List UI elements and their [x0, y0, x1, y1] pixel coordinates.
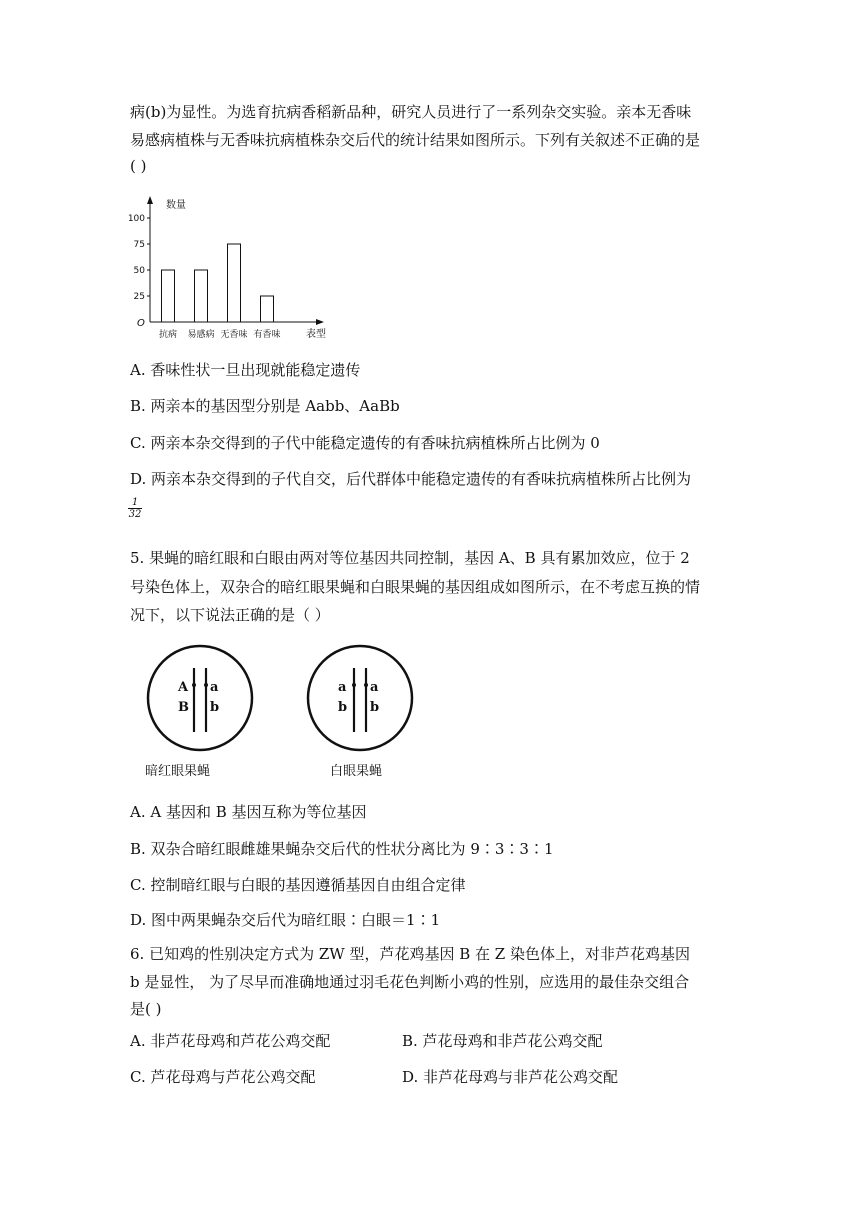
q4-option-c: C. 两亲本杂交得到的子代中能稳定遗传的有香味抗病植株所占比例为 0 — [130, 434, 600, 452]
gene-label: A — [178, 680, 189, 695]
q6-option-d: D. 非芦花母鸡与非芦花公鸡交配 — [402, 1068, 619, 1086]
q6-option-a: A. 非芦花母鸡和芦花公鸡交配 — [130, 1032, 331, 1050]
q6-option-c: C. 芦花母鸡与芦花公鸡交配 — [130, 1068, 316, 1086]
phenotype-bar-chart — [120, 192, 340, 342]
cell-outline — [148, 646, 252, 750]
x-axis-label: 表型 — [306, 329, 326, 340]
q6-option-b: B. 芦花母鸡和非芦花公鸡交配 — [402, 1032, 603, 1050]
gene-label: a — [338, 680, 347, 695]
y-tick-label: 75 — [133, 240, 145, 250]
dark-red-eye-cell — [145, 646, 252, 779]
y-axis-arrow — [147, 196, 153, 204]
cell-caption: 白眼果蝇 — [330, 764, 383, 779]
q4-option-d: D. 两亲本杂交得到的子代自交，后代群体中能稳定遗传的有香味抗病植株所占比例为 — [130, 470, 692, 488]
x-axis-arrow — [316, 319, 324, 325]
q5-line-2: 号染色体上，双杂合的暗红眼果蝇和白眼果蝇的基因组成如图所示，在不考虑互换的情 — [130, 578, 701, 596]
gene-label: a — [210, 680, 219, 695]
q6-line-2: b 是显性， 为了尽早而准确地通过羽毛花色判断小鸡的性别，应选用的最佳杂交组合 — [130, 973, 690, 991]
gene-label: B — [178, 700, 189, 715]
q5-option-a: A. A 基因和 B 基因互称为等位基因 — [130, 803, 367, 821]
q5-option-b: B. 双杂合暗红眼雌雄果蝇杂交后代的性状分离比为 9∶3∶3∶1 — [130, 840, 554, 858]
category-label: 有香味 — [253, 330, 281, 340]
chromosome-figure — [140, 640, 440, 790]
fraction-denominator: 32 — [128, 509, 142, 520]
category-label: 无香味 — [220, 330, 248, 340]
q5-line-1: 5. 果蝇的暗红眼和白眼由两对等位基因共同控制，基因 A、B 具有累加效应，位于 2 — [130, 549, 690, 567]
bar-有香味 — [261, 296, 274, 322]
gene-label: b — [338, 700, 348, 715]
centromere — [192, 683, 196, 687]
centromere — [352, 683, 356, 687]
bar-易感病 — [195, 270, 208, 322]
q4-option-a: A. 香味性状一旦出现就能稳定遗传 — [130, 361, 361, 379]
q4-line-2: 易感病植株与无香味抗病植株杂交后代的统计结果如图所示。下列有关叙述不正确的是 — [130, 131, 701, 149]
y-axis-label: 数量 — [166, 200, 186, 211]
q4-line-1: 病(b)为显性。为选育抗病香稻新品种，研究人员进行了一系列杂交实验。亲本无香味 — [130, 103, 692, 121]
q6-line-1: 6. 已知鸡的性别决定方式为 ZW 型，芦花鸡基因 B 在 Z 染色体上，对非芦花鸡基因 — [130, 945, 690, 963]
bar-抗病 — [162, 270, 175, 322]
origin-label: O — [137, 318, 145, 329]
centromere — [204, 683, 208, 687]
gene-label: b — [370, 700, 380, 715]
cell-outline — [308, 646, 412, 750]
category-label: 易感病 — [187, 330, 215, 340]
gene-label: a — [370, 680, 379, 695]
q6-line-3: 是( ) — [130, 1000, 162, 1018]
white-eye-cell — [308, 646, 412, 779]
bars — [162, 244, 274, 322]
fraction-one-thirty-second — [128, 497, 142, 520]
y-tick-label: 100 — [127, 214, 145, 224]
cell-caption: 暗红眼果蝇 — [145, 764, 211, 779]
bar-无香味 — [228, 244, 241, 322]
category-label: 抗病 — [158, 330, 178, 340]
fraction-numerator: 1 — [128, 497, 142, 509]
q4-option-b: B. 两亲本的基因型分别是 Aabb、AaBb — [130, 397, 400, 415]
q5-option-d: D. 图中两果蝇杂交后代为暗红眼∶白眼＝1∶1 — [130, 911, 441, 929]
y-ticks — [128, 214, 150, 302]
centromere — [364, 683, 368, 687]
y-tick-label: 50 — [133, 266, 145, 276]
q5-line-3: 况下，以下说法正确的是（ ） — [130, 606, 330, 624]
category-labels — [159, 328, 281, 340]
q5-option-c: C. 控制暗红眼与白眼的基因遵循基因自由组合定律 — [130, 876, 466, 894]
gene-label: b — [210, 700, 220, 715]
q4-line-3: ( ) — [130, 157, 147, 175]
y-tick-label: 25 — [133, 292, 145, 302]
